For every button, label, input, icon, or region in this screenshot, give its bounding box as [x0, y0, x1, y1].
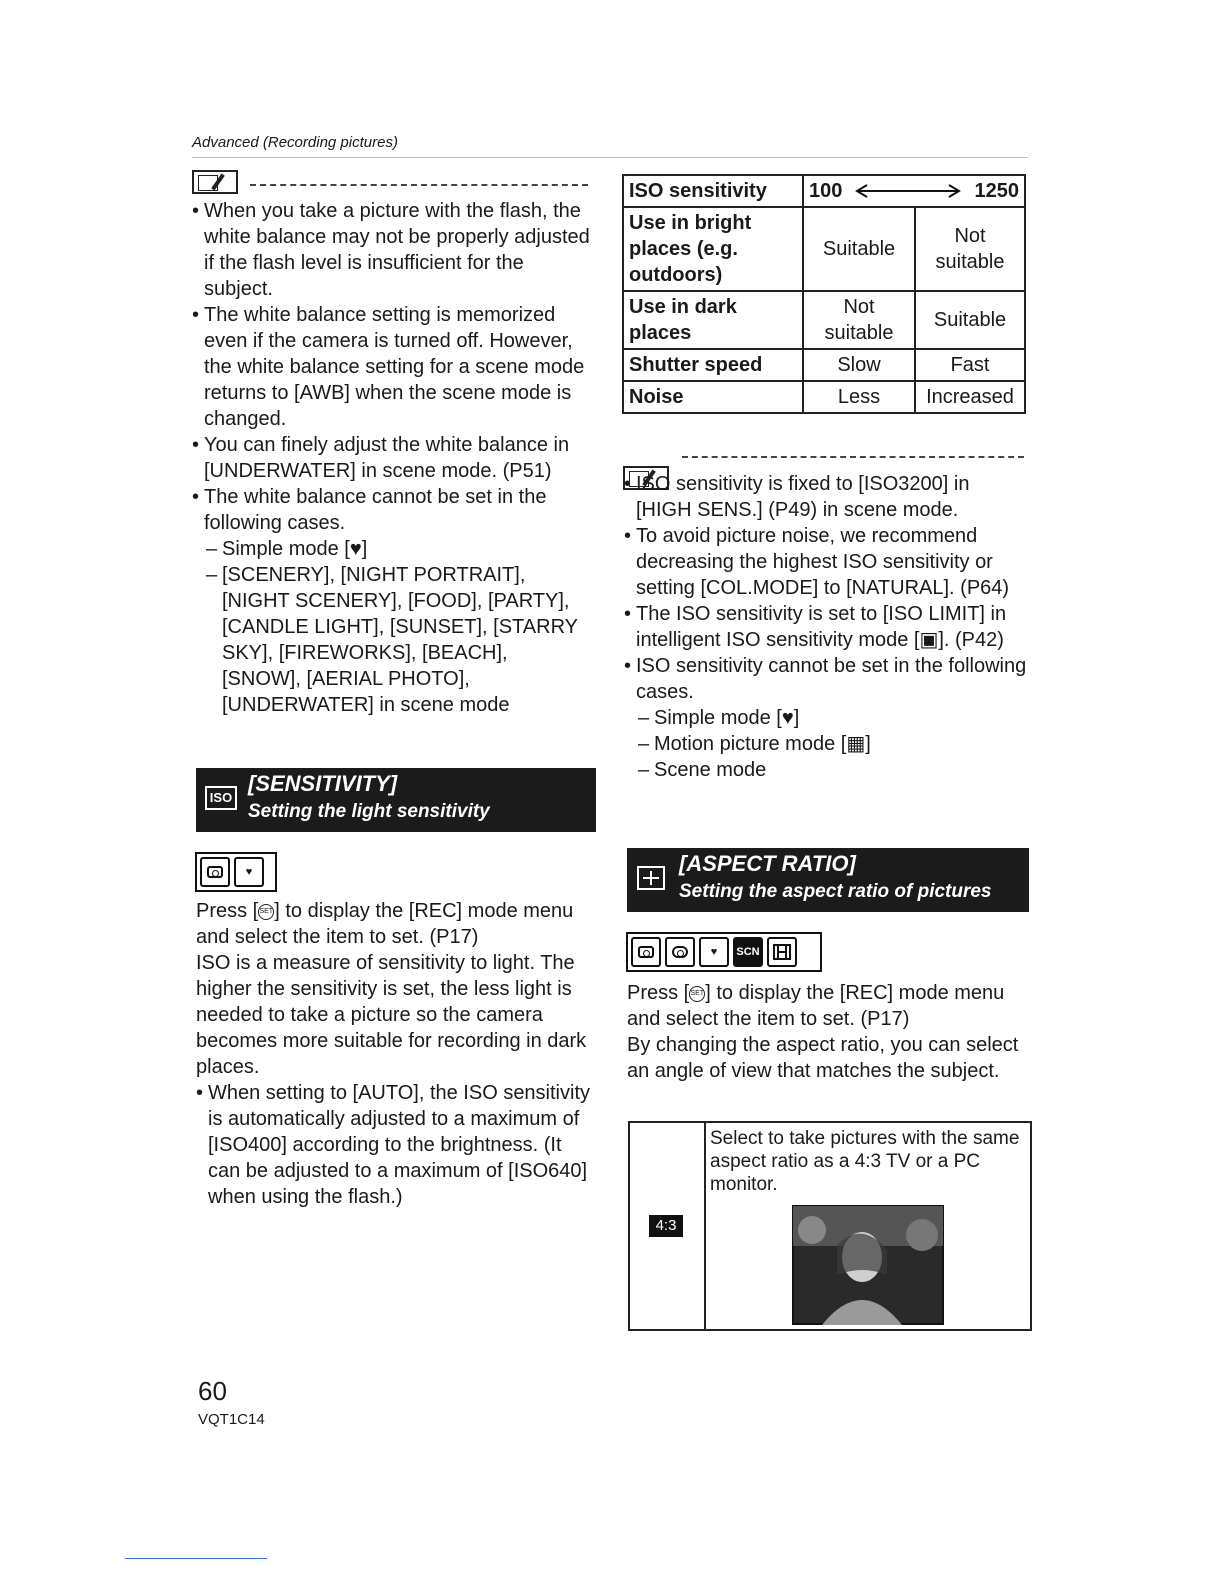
press-menu-instruction: Press [SET] to display the [REC] mode menu and select the item to set. (P17) [196, 900, 574, 948]
aspect-ratio-banner [627, 848, 1029, 912]
page-number: 60 [198, 1376, 227, 1406]
aspect-option-text: Select to take pictures with the same aspect ratio as a 4:3 TV or a PC monitor. [710, 1128, 1020, 1195]
table-header-row [623, 175, 1025, 207]
iso-notes [624, 471, 1028, 783]
sensitivity-banner [196, 768, 596, 832]
notes-dash-line [250, 184, 588, 186]
notes-icon [192, 170, 238, 194]
sensitivity-title: [SENSITIVITY] [248, 771, 398, 796]
aspect-ratio-description: By changing the aspect ratio, you can select an angle of view that matches the subject. [627, 1034, 1019, 1082]
case-item: – Simple mode [♥] [638, 705, 1028, 731]
aspect-4-3-badge: 4:3 [649, 1215, 683, 1237]
menu-set-icon: SET [258, 904, 274, 920]
footnote-rule [125, 1558, 267, 1559]
simple-mode-icon: ♥ [699, 937, 729, 967]
iso-range-cell [803, 175, 1025, 207]
note-bullet: • You can finely adjust the white balance in [UNDERWATER] in scene mode. (P51) [192, 432, 592, 484]
document-code: VQT1C14 [198, 1411, 265, 1428]
iso-description: ISO is a measure of sensitivity to light. The higher the sensitivity is set, the less light is needed to take a picture so the camera becomes more suitable for recording in dark places. [196, 952, 587, 1078]
press-menu-instruction: Press [SET] to display the [REC] mode menu and select the item to set. (P17) [627, 982, 1005, 1030]
normal-picture-mode-icon [200, 857, 230, 887]
sample-photo-4-3 [792, 1205, 944, 1325]
aspect-ratio-title: [ASPECT RATIO] [679, 851, 856, 876]
case-item: – Scene mode [638, 757, 1028, 783]
iso-icon: ISO [205, 786, 237, 810]
case-item: – [SCENERY], [NIGHT PORTRAIT], [NIGHT SCENERY], [FOOD], [PARTY], [CANDLE LIGHT], [SUNSET], [STARRY SKY], [FIREWORKS], [BEACH], [SNOW], [AERIAL PHOTO], [UNDERWATER] in scene mode [206, 562, 592, 718]
case-item: – Simple mode [♥] [206, 536, 592, 562]
table-row: Shutter speed Slow Fast [623, 349, 1025, 381]
table-row: Use in bright places (e.g. outdoors) Suitable Not suitable [623, 207, 1025, 291]
sensitivity-subtitle: Setting the light sensitivity [248, 801, 490, 822]
auto-iso-bullet: • When setting to [AUTO], the ISO sensitivity is automatically adjusted to a maximum of [ISO400] according to the brightness. (It can be adjusted to a maximum of [ISO640] when using the flash.) [196, 1080, 596, 1210]
applicable-modes [626, 932, 822, 972]
aspect-ratio-body [627, 980, 1027, 1084]
applicable-modes [195, 852, 277, 892]
note-bullet: • The white balance cannot be set in the following cases. [192, 484, 592, 536]
normal-picture-mode-icon [631, 937, 661, 967]
note-bullet: • ISO sensitivity cannot be set in the following cases. [624, 653, 1028, 705]
iso-range-low: 100 [809, 180, 843, 202]
notes-dash-line [682, 456, 1024, 458]
header-rule [192, 157, 1028, 158]
table-row: Use in dark places Not suitable Suitable [623, 291, 1025, 349]
aspect-option-table [628, 1121, 1032, 1331]
scene-mode-icon: SCN [733, 937, 763, 967]
table-header-label: ISO sensitivity [623, 175, 803, 207]
table-row: Noise Less Increased [623, 381, 1025, 413]
motion-picture-mode-icon [767, 937, 797, 967]
menu-set-icon: SET [689, 986, 705, 1002]
white-balance-notes [192, 198, 592, 718]
note-bullet: • ISO sensitivity is fixed to [ISO3200] in [HIGH SENS.] (P49) in scene mode. [624, 471, 1028, 523]
case-item: – Motion picture mode [▦] [638, 731, 1028, 757]
note-bullet: • The ISO sensitivity is set to [ISO LIMIT] in intelligent ISO sensitivity mode [▣]. (P42) [624, 601, 1028, 653]
note-bullet: • When you take a picture with the flash, the white balance may not be properly adjusted if the flash level is insufficient for the subject. [192, 198, 592, 302]
intelligent-iso-mode-icon [665, 937, 695, 967]
double-arrow-icon [853, 184, 963, 198]
section-header: Advanced (Recording pictures) [192, 134, 398, 151]
aspect-ratio-subtitle: Setting the aspect ratio of pictures [679, 881, 992, 902]
aspect-ratio-icon [637, 866, 665, 890]
iso-range-high: 1250 [974, 180, 1019, 202]
iso-sensitivity-table [622, 174, 1026, 414]
sensitivity-body [196, 898, 596, 1210]
note-bullet: • The white balance setting is memorized even if the camera is turned off. However, the white balance setting for a scene mode returns to [AWB] when the scene mode is changed. [192, 302, 592, 432]
note-bullet: • To avoid picture noise, we recommend decreasing the highest ISO sensitivity or setting [COL.MODE] to [NATURAL]. (P64) [624, 523, 1028, 601]
simple-mode-icon: ♥ [234, 857, 264, 887]
